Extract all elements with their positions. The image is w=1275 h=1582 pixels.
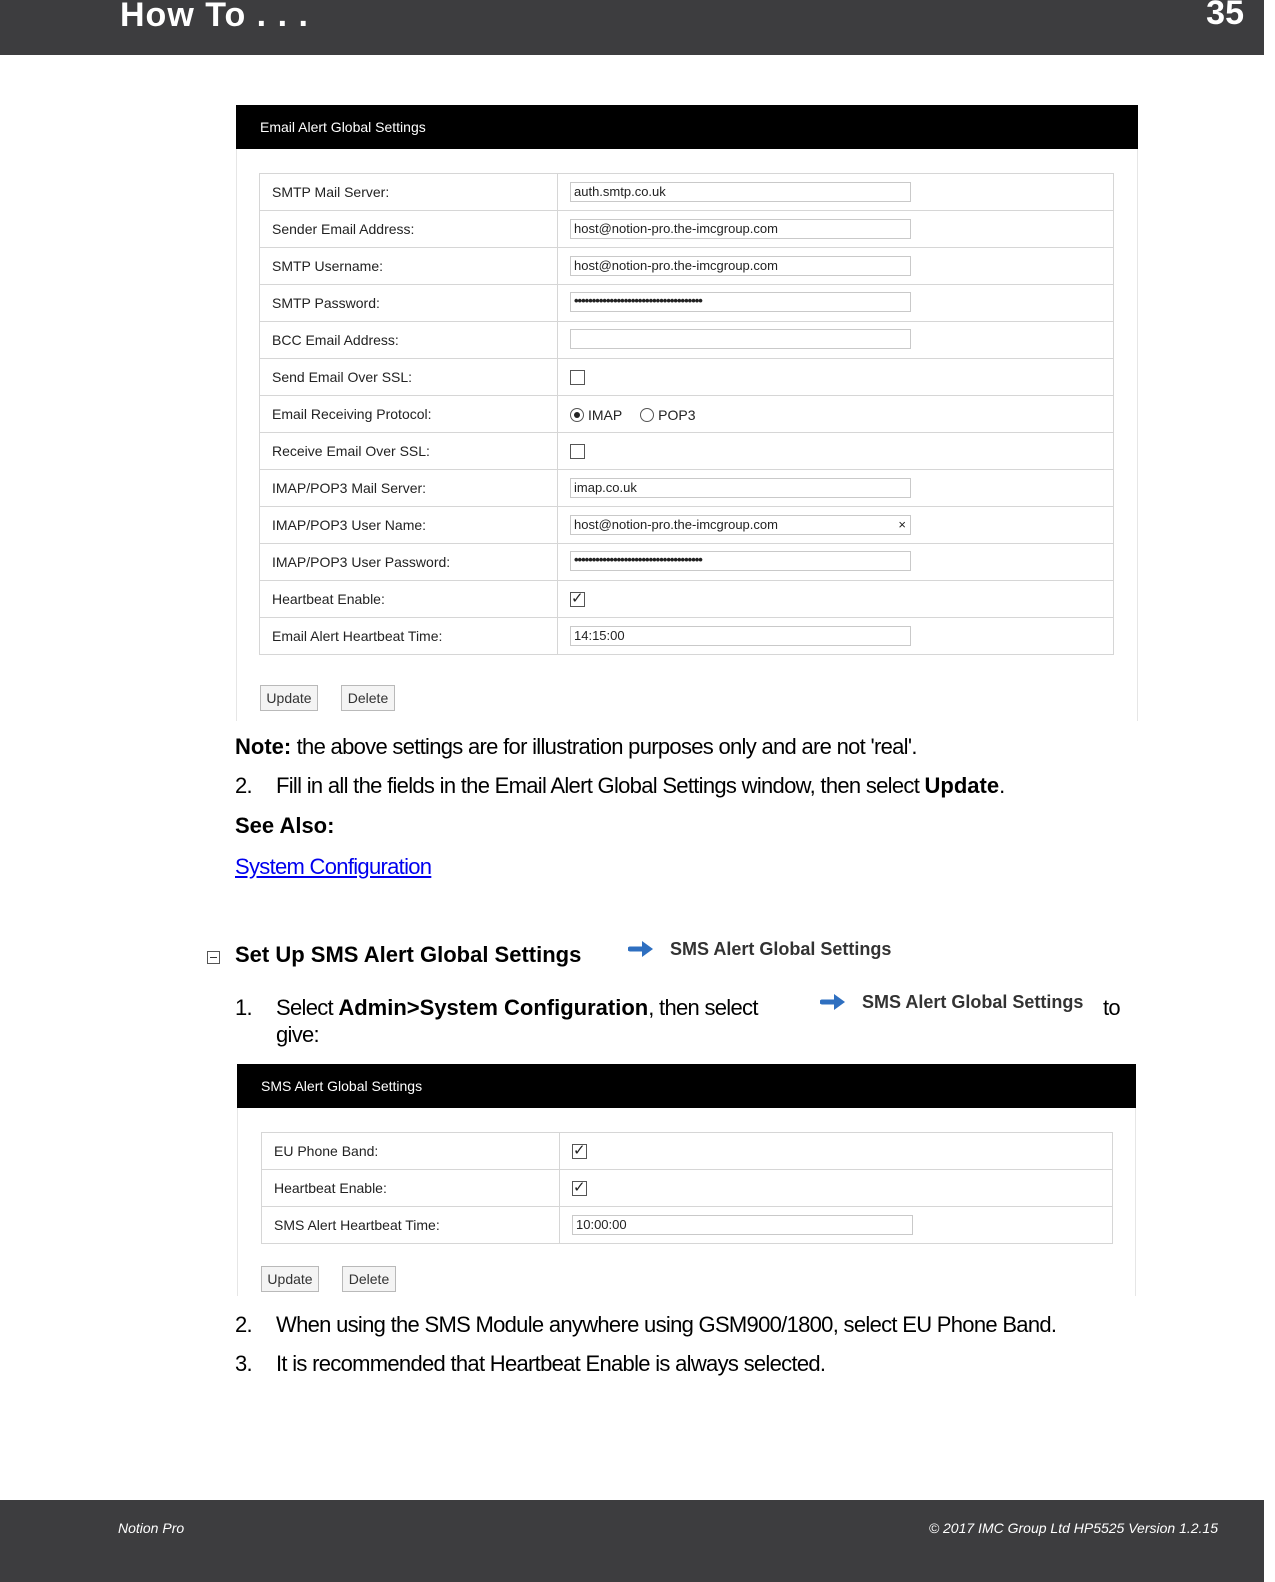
row-label: Email Alert Heartbeat Time: — [260, 618, 558, 655]
sms-step-2-number: 2. — [235, 1312, 252, 1337]
sms-step-1-pre: Select — [276, 995, 339, 1020]
table-row — [260, 359, 1114, 396]
clear-icon[interactable]: × — [898, 517, 906, 532]
sms-step-1-mid: , then select — [648, 995, 758, 1020]
step-2-body: Fill in all the fields in the Email Alert Global Settings window, then select — [276, 773, 925, 798]
row-label: IMAP/POP3 User Name: — [260, 507, 558, 544]
table-row — [260, 248, 1114, 285]
step-2-end: . — [999, 773, 1005, 798]
table-row — [262, 1207, 1113, 1244]
table-row — [262, 1133, 1113, 1170]
heartbeat-enable-checkbox[interactable] — [570, 592, 585, 607]
pop3-radio[interactable] — [640, 408, 654, 422]
pop3-label: POP3 — [658, 406, 696, 423]
row-label: Heartbeat Enable: — [262, 1170, 560, 1207]
sms-step-2-text: When using the SMS Module anywhere using GSM900/1800, select EU Phone Band. — [276, 1312, 1057, 1337]
imap-label: IMAP — [588, 406, 623, 423]
step-2-number: 2. — [235, 773, 252, 798]
row-label: IMAP/POP3 Mail Server: — [260, 470, 558, 507]
imap-mail-server-input[interactable]: imap.co.uk — [570, 478, 911, 498]
smtp-password-input[interactable]: •••••••••••••••••••••••••••••••••••• — [570, 292, 911, 312]
email-alert-panel — [236, 105, 1138, 721]
update-button[interactable]: Update — [260, 685, 318, 711]
table-row — [260, 322, 1114, 359]
sms-heartbeat-time-input[interactable]: 10:00:00 — [572, 1215, 913, 1235]
row-label: SMS Alert Heartbeat Time: — [262, 1207, 560, 1244]
row-label: Heartbeat Enable: — [260, 581, 558, 618]
smtp-username-input[interactable]: host@notion-pro.the-imcgroup.com — [570, 256, 911, 276]
smtp-mail-server-input[interactable]: auth.smtp.co.uk — [570, 182, 911, 202]
sms-alert-settings-heading-label: SMS Alert Global Settings — [670, 938, 892, 959]
row-label: BCC Email Address: — [260, 322, 558, 359]
update-button[interactable]: Update — [261, 1266, 319, 1292]
imap-radio[interactable] — [570, 408, 584, 422]
row-label: SMTP Mail Server: — [260, 174, 558, 211]
sms-panel-title: SMS Alert Global Settings — [237, 1064, 1136, 1108]
row-label: SMTP Username: — [260, 248, 558, 285]
sms-settings-table — [261, 1132, 1113, 1244]
note-label: Note: — [235, 734, 292, 759]
row-label: SMTP Password: — [260, 285, 558, 322]
delete-button[interactable]: Delete — [342, 1266, 396, 1292]
row-label: Sender Email Address: — [260, 211, 558, 248]
table-row — [260, 174, 1114, 211]
sms-step-3-text: It is recommended that Heartbeat Enable is always selected. — [276, 1351, 826, 1376]
arrow-right-icon — [628, 939, 656, 959]
email-panel-title: Email Alert Global Settings — [236, 105, 1138, 149]
row-label: Send Email Over SSL: — [260, 359, 558, 396]
sms-alert-settings-heading-button — [628, 934, 891, 964]
sms-heartbeat-enable-checkbox[interactable] — [572, 1181, 587, 1196]
system-configuration-link[interactable]: System Configuration — [235, 854, 432, 879]
table-row — [260, 544, 1114, 581]
step-2-text — [276, 773, 1005, 799]
sms-step-1-text — [276, 995, 758, 1021]
table-row — [260, 211, 1114, 248]
row-label: IMAP/POP3 User Password: — [260, 544, 558, 581]
table-row — [262, 1170, 1113, 1207]
table-row — [260, 507, 1114, 544]
table-row — [260, 470, 1114, 507]
imap-user-name-value: host@notion-pro.the-imcgroup.com — [574, 517, 778, 532]
sms-step-1-number: 1. — [235, 995, 252, 1020]
bcc-email-input[interactable] — [570, 329, 911, 349]
delete-button[interactable]: Delete — [341, 685, 395, 711]
table-row — [260, 433, 1114, 470]
imap-user-password-input[interactable]: •••••••••••••••••••••••••••••••••••• — [570, 551, 911, 571]
page-number: 35 — [1206, 0, 1244, 32]
email-settings-table — [259, 173, 1114, 655]
footer-copyright: © 2017 IMC Group Ltd HP5525 Version 1.2.15 — [928, 1520, 1218, 1536]
receive-email-ssl-checkbox[interactable] — [570, 444, 585, 459]
sms-step-1-post: to — [1103, 995, 1120, 1020]
sms-step-1-bold: Admin>System Configuration — [338, 995, 649, 1020]
see-also-label: See Also: — [235, 813, 335, 838]
collapse-icon[interactable] — [207, 951, 220, 964]
sms-alert-settings-inline-label: SMS Alert Global Settings — [862, 991, 1084, 1012]
row-label: Receive Email Over SSL: — [260, 433, 558, 470]
sms-section-heading: Set Up SMS Alert Global Settings — [235, 942, 582, 967]
header-title: How To . . . — [120, 0, 309, 34]
sms-step-1-cont: give: — [276, 1022, 319, 1047]
send-email-ssl-checkbox[interactable] — [570, 370, 585, 385]
note-text: the above settings are for illustration purposes only and are not 'real'. — [296, 734, 917, 759]
sender-email-input[interactable]: host@notion-pro.the-imcgroup.com — [570, 219, 911, 239]
footer-product: Notion Pro — [118, 1520, 185, 1536]
imap-user-name-input[interactable] — [570, 515, 911, 535]
table-row — [260, 396, 1114, 433]
page-footer — [0, 1500, 1264, 1582]
row-label: EU Phone Band: — [262, 1133, 560, 1170]
table-row — [260, 285, 1114, 322]
row-label: Email Receiving Protocol: — [260, 396, 558, 433]
sms-alert-panel — [237, 1064, 1136, 1296]
note-line — [235, 734, 917, 760]
eu-phone-band-checkbox[interactable] — [572, 1144, 587, 1159]
step-2-bold: Update — [924, 773, 1000, 798]
page-header — [0, 0, 1264, 55]
email-heartbeat-time-input[interactable]: 14:15:00 — [570, 626, 911, 646]
arrow-right-icon — [820, 992, 848, 1012]
sms-alert-settings-inline-button[interactable] — [820, 987, 1083, 1017]
sms-step-3-number: 3. — [235, 1351, 252, 1376]
table-row — [260, 581, 1114, 618]
table-row — [260, 618, 1114, 655]
